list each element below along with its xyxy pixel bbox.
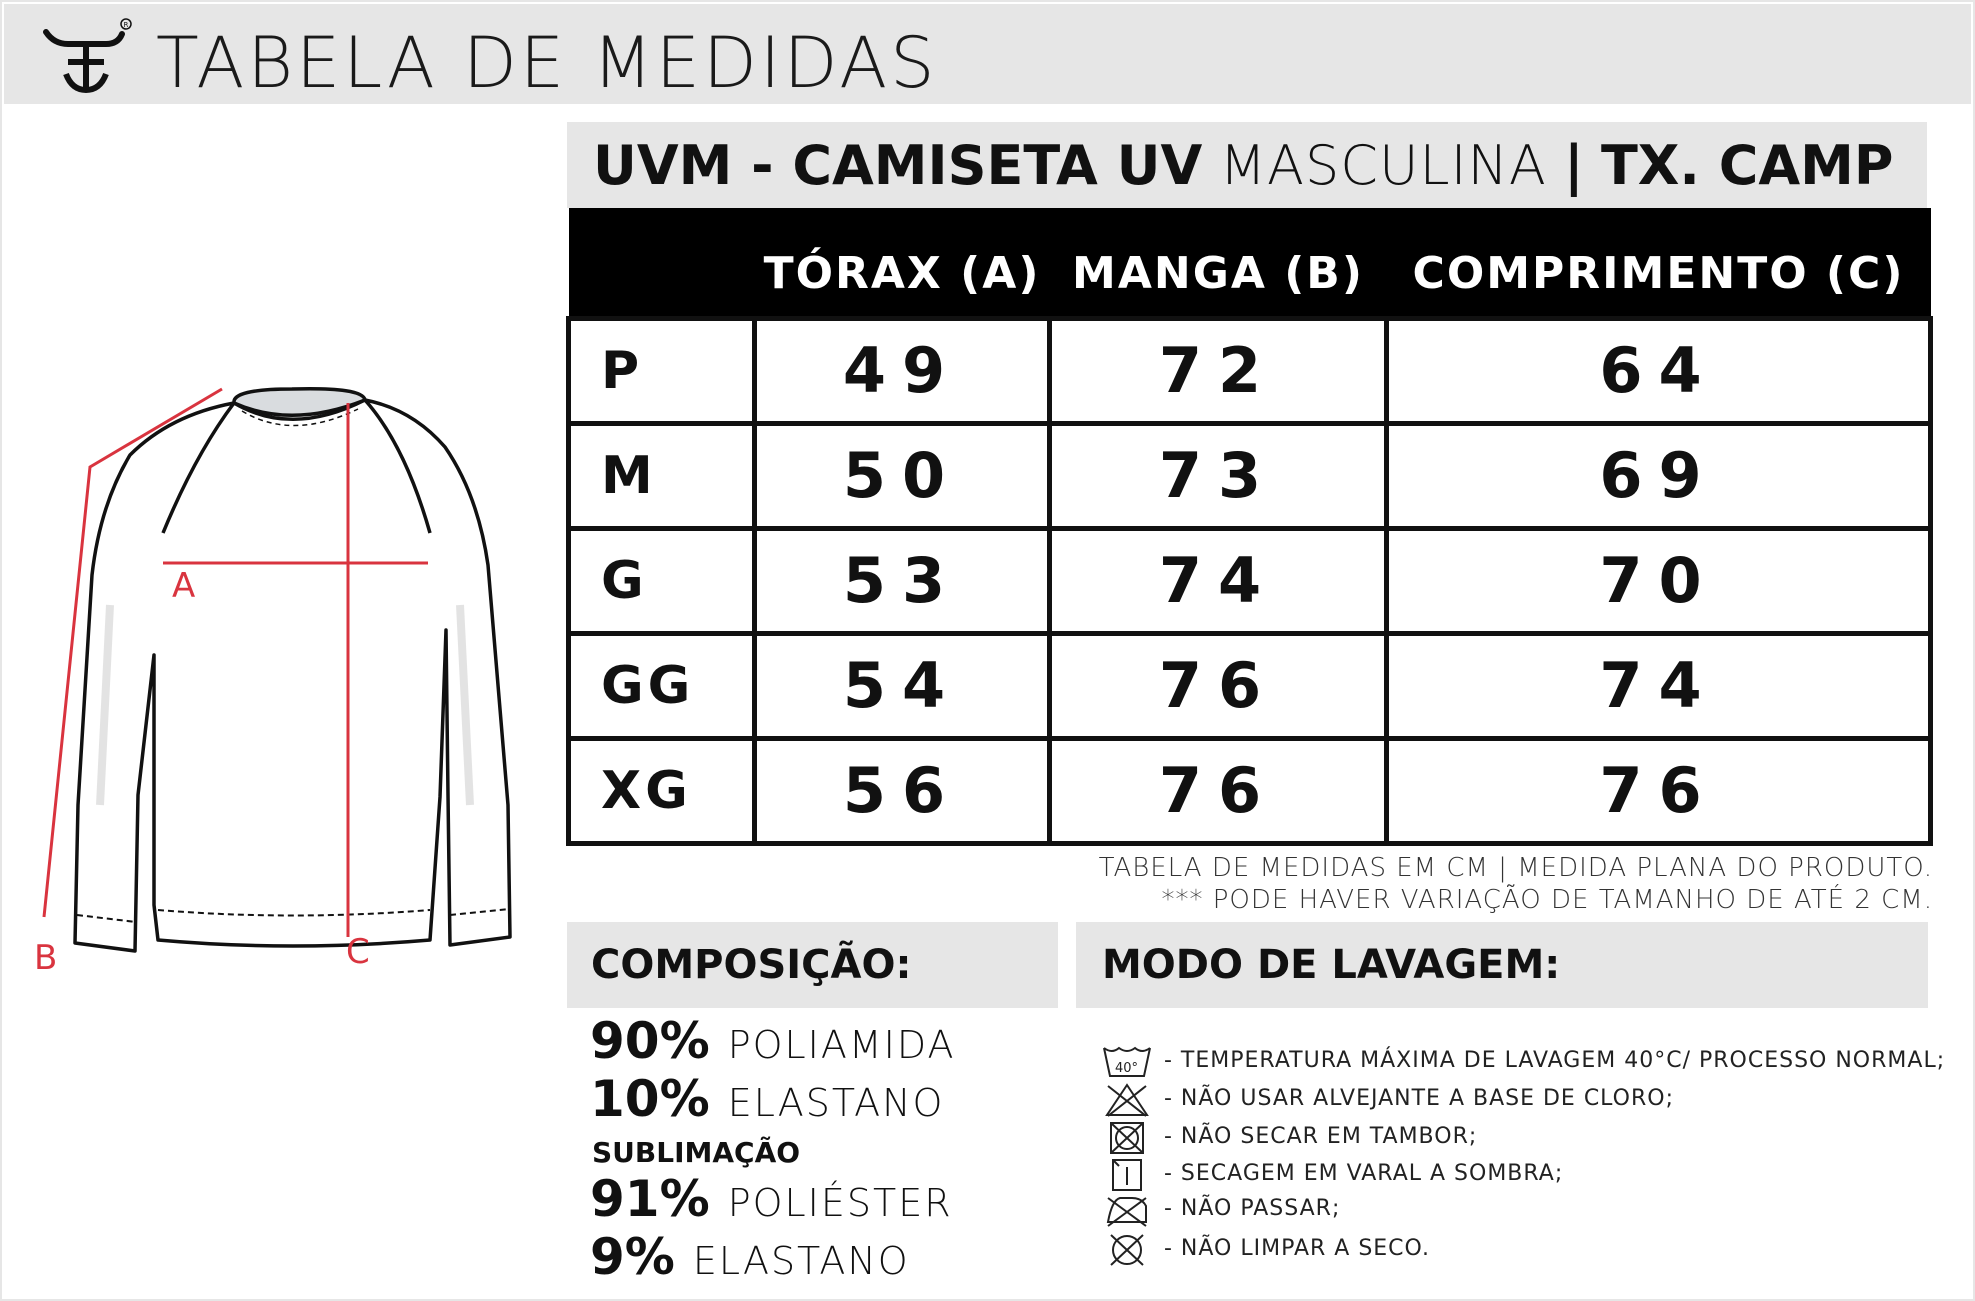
manga-cell: 76 [1050, 633, 1387, 738]
sublimation-title: SUBLIMAÇÃO [592, 1136, 801, 1169]
torax-cell: 56 [755, 738, 1050, 843]
composition-material: POLIAMIDA [727, 1023, 956, 1067]
manga-cell: 74 [1050, 528, 1387, 633]
no-tumble-dry-icon [1102, 1120, 1152, 1156]
product-separator: | [1564, 134, 1584, 197]
sublimation-item [590, 1170, 953, 1228]
wash-text: - NÃO PASSAR; [1164, 1196, 1341, 1221]
no-iron-icon [1102, 1192, 1152, 1228]
column-header-manga: MANGA (B) [1050, 208, 1387, 318]
size-table [566, 208, 1933, 846]
comprimento-cell: 64 [1387, 318, 1931, 423]
composition-pct: 10% [590, 1070, 710, 1128]
comprimento-cell: 69 [1387, 423, 1931, 528]
manga-cell: 73 [1050, 423, 1387, 528]
manga-cell: 72 [1050, 318, 1387, 423]
torax-cell: 54 [755, 633, 1050, 738]
line-dry-shade-icon [1102, 1157, 1152, 1193]
label-b: B [34, 938, 58, 978]
product-title [593, 134, 1893, 197]
shirt-illustration [20, 385, 560, 985]
table-row [569, 318, 1931, 423]
wash-text: - TEMPERATURA MÁXIMA DE LAVAGEM 40°C/ PROCESSO NORMAL; [1164, 1048, 1946, 1073]
product-code: UVM - CAMISETA UV [593, 134, 1203, 197]
wash-text: - NÃO USAR ALVEJANTE A BASE DE CLORO; [1164, 1086, 1674, 1111]
comprimento-cell: 76 [1387, 738, 1931, 843]
composition-material: ELASTANO [692, 1239, 910, 1283]
label-a: A [172, 566, 196, 606]
comprimento-cell: 70 [1387, 528, 1931, 633]
composition-bar [567, 922, 1058, 1008]
table-row [569, 423, 1931, 528]
torax-cell: 53 [755, 528, 1050, 633]
sublimation-item [590, 1228, 910, 1286]
size-cell: P [569, 318, 755, 423]
table-row [569, 528, 1931, 633]
svg-text:R: R [123, 21, 129, 29]
wash-text: - NÃO LIMPAR A SECO. [1164, 1236, 1430, 1261]
wash-text: - SECAGEM EM VARAL A SOMBRA; [1164, 1161, 1564, 1186]
wash-temp-label: 40° [1115, 1061, 1139, 1076]
label-c: C [346, 932, 370, 972]
composition-pct: 91% [590, 1170, 710, 1228]
washing-title: MODO DE LAVAGEM: [1102, 942, 1561, 988]
washing-bar [1076, 922, 1928, 1008]
torax-cell: 49 [755, 318, 1050, 423]
composition-pct: 9% [590, 1228, 675, 1286]
composition-title: COMPOSIÇÃO: [591, 942, 912, 988]
composition-item [590, 1070, 944, 1128]
size-cell: M [569, 423, 755, 528]
no-dry-clean-icon [1102, 1232, 1152, 1268]
composition-material: POLIÉSTER [727, 1181, 953, 1225]
product-gender: MASCULINA [1219, 134, 1547, 197]
anchor-brand-logo-icon [42, 18, 132, 98]
wash-text: - NÃO SECAR EM TAMBOR; [1164, 1124, 1478, 1149]
manga-cell: 76 [1050, 738, 1387, 843]
column-header-torax: TÓRAX (A) [755, 208, 1050, 318]
header-bar [4, 4, 1971, 104]
size-cell: G [569, 528, 755, 633]
comprimento-cell: 74 [1387, 633, 1931, 738]
column-header-size [569, 208, 755, 318]
wash-40-icon [1102, 1044, 1152, 1080]
column-header-comprimento: COMPRIMENTO (C) [1387, 208, 1931, 318]
table-header-row [569, 208, 1931, 318]
torax-cell: 50 [755, 423, 1050, 528]
product-title-bar [567, 122, 1927, 208]
size-cell: XG [569, 738, 755, 843]
no-bleach-icon [1102, 1082, 1152, 1118]
product-fabric: TX. CAMP [1600, 134, 1894, 197]
page-title: TABELA DE MEDIDAS [156, 22, 938, 104]
table-row [569, 633, 1931, 738]
size-cell: GG [569, 633, 755, 738]
variation-note: *** PODE HAVER VARIAÇÃO DE TAMANHO DE ATÉ 2 CM. [1161, 885, 1933, 915]
table-row [569, 738, 1931, 843]
composition-pct: 90% [590, 1012, 710, 1070]
measurement-note: TABELA DE MEDIDAS EM CM | MEDIDA PLANA DO PRODUTO. [1098, 853, 1933, 883]
composition-item [590, 1012, 955, 1070]
composition-material: ELASTANO [727, 1081, 945, 1125]
